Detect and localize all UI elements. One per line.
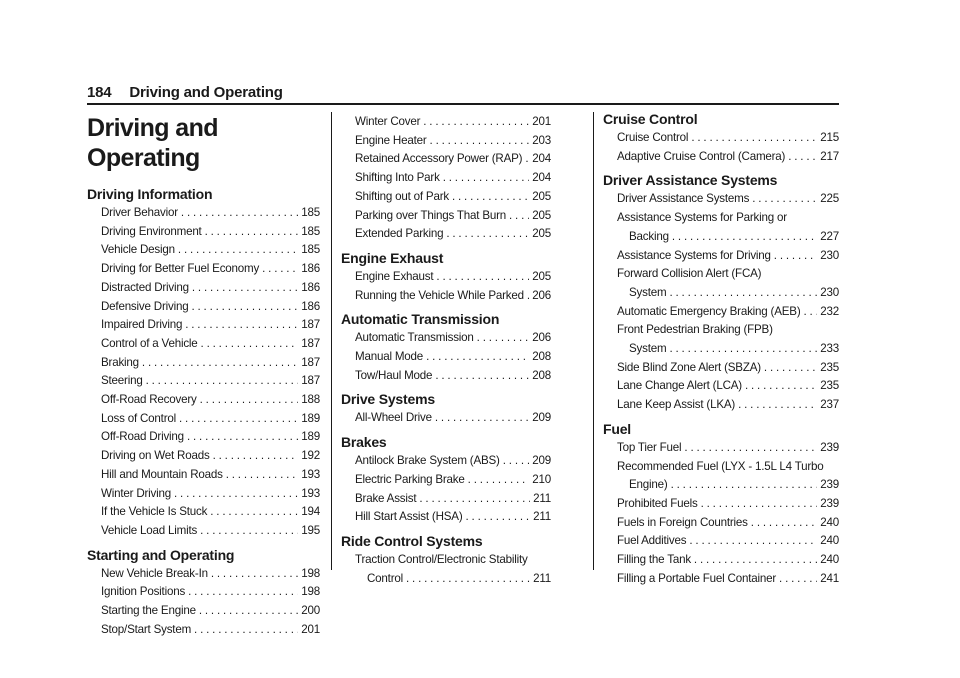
toc-entry-page: 225 — [820, 192, 839, 206]
toc-entry-title: Steering — [101, 374, 143, 388]
toc-entry-title: Starting the Engine — [101, 604, 196, 618]
dot-leader — [200, 522, 298, 541]
toc-entry-page: 208 — [532, 350, 551, 364]
toc-entry[interactable] — [341, 207, 551, 226]
toc-entry[interactable] — [341, 409, 551, 428]
toc-entry-title: Hill and Mountain Roads — [101, 467, 223, 481]
toc-entry-title: Lane Keep Assist (LKA) — [617, 398, 736, 412]
toc-entry-title: Parking over Things That Burn — [355, 208, 507, 222]
toc-entry[interactable] — [603, 570, 839, 589]
toc-entry-page: 185 — [301, 206, 320, 219]
toc-entry-page: 205 — [532, 227, 551, 241]
toc-entry[interactable] — [87, 602, 320, 621]
dot-leader — [213, 447, 299, 466]
toc-entry-title: Off-Road Recovery — [101, 393, 197, 407]
dot-leader — [199, 602, 298, 621]
toc-entry[interactable] — [341, 329, 551, 348]
section-heading-cruise-control: Cruise Control — [603, 111, 698, 127]
toc-entry[interactable] — [603, 514, 839, 533]
toc-entry-title: Lane Change Alert (LCA) — [617, 379, 742, 393]
toc-entry-page: 185 — [301, 224, 320, 238]
toc-entry-title: Tow/Haul Mode — [355, 368, 433, 382]
toc-entry-page: 240 — [820, 553, 839, 567]
toc-entry[interactable] — [603, 190, 839, 209]
toc-column-1 — [87, 113, 320, 639]
dot-leader — [525, 150, 529, 169]
toc-entry-page: 232 — [820, 304, 839, 318]
toc-entry-page: 209 — [532, 454, 551, 468]
dot-leader — [466, 508, 531, 527]
dot-leader — [468, 471, 530, 490]
column-divider-2 — [593, 112, 594, 570]
toc-entry-page: 210 — [532, 472, 551, 486]
toc-entry-title: Retained Accessory Power (RAP) — [355, 152, 523, 166]
toc-entry[interactable] — [87, 466, 320, 485]
dot-leader — [192, 279, 298, 298]
dot-leader — [210, 503, 298, 522]
toc-entry-page: 204 — [532, 152, 551, 166]
dot-leader — [671, 476, 818, 495]
dot-leader — [752, 190, 817, 209]
toc-entry-page: 215 — [820, 131, 839, 144]
toc-entry-page: 209 — [532, 411, 551, 425]
section-heading-engine-exhaust: Engine Exhaust — [341, 249, 444, 266]
toc-entry[interactable] — [87, 583, 320, 602]
toc-entry-title: Extended Parking — [355, 227, 444, 241]
toc-entry-title: Cruise Control — [617, 131, 689, 144]
toc-entry-page: 187 — [301, 318, 320, 332]
dot-leader — [669, 340, 817, 359]
toc-entry[interactable] — [341, 169, 551, 188]
dot-leader — [477, 329, 530, 348]
dot-leader — [443, 169, 530, 188]
toc-entry-title-continued: System — [629, 342, 667, 356]
toc-entry[interactable] — [87, 503, 320, 522]
toc-entry[interactable] — [341, 188, 551, 207]
dot-leader — [452, 188, 529, 207]
toc-entry-title: Prohibited Fuels — [617, 496, 698, 510]
dot-leader — [672, 228, 817, 247]
toc-entry[interactable] — [87, 428, 320, 447]
toc-entry-title: Shifting out of Park — [355, 189, 449, 203]
toc-entry-title: Recommended Fuel (LYX - 1.5L L4 Turbo — [617, 459, 824, 473]
toc-column-2 — [341, 113, 551, 588]
toc-entry-title: Driving Environment — [101, 224, 202, 238]
dot-leader — [142, 354, 298, 373]
toc-entry-title: Engine Heater — [355, 133, 427, 147]
toc-entry-page: 187 — [301, 355, 320, 369]
dot-leader — [185, 316, 298, 335]
dot-leader — [406, 570, 530, 589]
toc-entry-title: Braking — [101, 355, 139, 369]
toc-entry-page: 235 — [820, 360, 839, 374]
dot-leader — [201, 335, 299, 354]
dot-leader — [194, 621, 298, 640]
toc-entry[interactable] — [603, 495, 839, 514]
dot-leader — [187, 428, 298, 447]
toc-entry[interactable] — [87, 298, 320, 317]
page-header — [87, 84, 283, 101]
toc-entry-title: Manual Mode — [355, 350, 424, 364]
toc-entry-page: 203 — [532, 133, 551, 147]
dot-leader — [691, 129, 817, 148]
dot-leader — [774, 247, 817, 266]
toc-entry[interactable] — [603, 247, 839, 266]
toc-entry[interactable] — [87, 447, 320, 466]
toc-entry-title: Adaptive Cruise Control (Camera) — [617, 149, 786, 163]
toc-entry-title: Assistance Systems for Parking or — [617, 211, 787, 225]
toc-entry-page: 205 — [532, 269, 551, 283]
toc-entry-title: Top Tier Fuel — [617, 440, 682, 454]
toc-entry[interactable] — [603, 129, 839, 148]
toc-column-3 — [603, 110, 839, 588]
toc-entry[interactable] — [341, 471, 551, 490]
toc-entry-page: 205 — [532, 208, 551, 222]
dot-leader — [211, 565, 298, 584]
toc-entry-page: 204 — [532, 171, 551, 185]
toc-entry[interactable] — [87, 279, 320, 298]
toc-entry-page: 239 — [820, 440, 839, 454]
toc-entry-page: 230 — [820, 285, 839, 299]
dot-leader — [803, 303, 817, 322]
header-section-title: Driving and Operating — [129, 84, 283, 101]
toc-entry-title: Automatic Emergency Braking (AEB) — [617, 304, 801, 318]
header-rule — [87, 103, 839, 105]
toc-entry-page: 195 — [301, 523, 320, 537]
toc-entry-title: Control of a Vehicle — [101, 336, 198, 350]
dot-leader — [788, 148, 817, 167]
dot-leader — [200, 391, 299, 410]
section-heading-driving-information: Driving Information — [87, 186, 213, 202]
toc-entry-page: 201 — [301, 622, 320, 636]
toc-entry[interactable] — [341, 113, 551, 132]
dot-leader — [188, 583, 298, 602]
toc-entry[interactable] — [603, 209, 839, 246]
toc-entry-title: Assistance Systems for Driving — [617, 248, 771, 262]
dot-leader — [689, 532, 817, 551]
toc-entry-title-continued: Control — [367, 571, 403, 585]
toc-entry-page: 230 — [820, 248, 839, 262]
toc-entry-title: Driver Behavior — [101, 206, 178, 219]
toc-entry-title: Forward Collision Alert (FCA) — [617, 267, 762, 281]
toc-entry-page: 189 — [301, 430, 320, 444]
toc-entry-title: Filling the Tank — [617, 553, 691, 567]
toc-entry-title: Stop/Start System — [101, 622, 192, 636]
toc-entry-page: 239 — [820, 496, 839, 510]
dot-leader — [527, 287, 529, 306]
toc-entry[interactable] — [87, 621, 320, 640]
toc-entry-page: 187 — [301, 374, 320, 388]
toc-entry-title: Antilock Brake System (ABS) — [355, 454, 500, 468]
toc-entry[interactable] — [87, 522, 320, 541]
toc-entry-title: Distracted Driving — [101, 280, 189, 294]
toc-entry[interactable] — [341, 225, 551, 244]
page-number: 184 — [87, 84, 112, 101]
toc-entry[interactable] — [341, 551, 551, 588]
toc-entry[interactable] — [87, 485, 320, 504]
toc-entry[interactable] — [87, 241, 320, 260]
toc-entry[interactable] — [603, 458, 839, 495]
dot-leader — [503, 452, 530, 471]
page-title: Driving and Operating — [87, 114, 218, 172]
toc-entry-page: 240 — [820, 534, 839, 548]
toc-entry-page: 186 — [301, 299, 320, 313]
toc-entry-title: Running the Vehicle While Parked — [355, 288, 524, 302]
toc-entry-page: 188 — [301, 393, 320, 407]
toc-entry-page: 237 — [820, 398, 839, 412]
dot-leader — [745, 377, 817, 396]
toc-entry-title: Winter Driving — [101, 486, 171, 500]
dot-leader — [191, 298, 298, 317]
toc-entry-title: Winter Cover — [355, 115, 421, 128]
toc-entry-title-continued: Engine) — [629, 478, 668, 492]
toc-entry-title: Electric Parking Brake — [355, 472, 465, 486]
section-heading-drive-systems: Drive Systems — [341, 391, 435, 408]
toc-entry-page: 211 — [533, 571, 551, 585]
toc-entry[interactable] — [87, 372, 320, 391]
toc-entry-title: Engine Exhaust — [355, 269, 434, 283]
toc-entry[interactable] — [603, 265, 839, 302]
toc-entry-page: 227 — [820, 229, 839, 243]
toc-entry[interactable] — [87, 335, 320, 354]
toc-entry-page: 198 — [301, 585, 320, 599]
toc-entry[interactable] — [341, 452, 551, 471]
dot-leader — [426, 348, 529, 367]
dot-leader — [436, 268, 529, 287]
section-heading-ride-control-systems: Ride Control Systems — [341, 532, 483, 549]
toc-entry[interactable] — [603, 396, 839, 415]
toc-entry-page: 185 — [301, 243, 320, 257]
dot-leader — [701, 495, 818, 514]
toc-entry-title: Shifting Into Park — [355, 171, 440, 185]
toc-entry-title: Traction Control/Electronic Stability — [355, 552, 528, 566]
toc-entry-page: 200 — [301, 604, 320, 618]
dot-leader — [430, 132, 530, 151]
toc-entry-title: Driving for Better Fuel Economy — [101, 262, 260, 276]
toc-entry-title: Fuels in Foreign Countries — [617, 515, 748, 529]
column-divider-1 — [331, 112, 332, 570]
toc-entry-page: 233 — [820, 342, 839, 356]
dot-leader — [446, 225, 529, 244]
toc-entry[interactable] — [87, 410, 320, 429]
toc-entry-page: 235 — [820, 379, 839, 393]
dot-leader — [764, 359, 817, 378]
toc-entry-title: Vehicle Design — [101, 243, 175, 257]
toc-entry[interactable] — [341, 348, 551, 367]
toc-entry-page: 193 — [301, 486, 320, 500]
dot-leader — [423, 113, 529, 132]
toc-entry-title: Hill Start Assist (HSA) — [355, 510, 463, 524]
toc-entry[interactable] — [87, 354, 320, 373]
dot-leader — [262, 260, 298, 279]
section-heading-starting-and-operating: Starting and Operating — [87, 546, 235, 563]
section-heading-automatic-transmission: Automatic Transmission — [341, 311, 500, 328]
toc-entry-title: If the Vehicle Is Stuck — [101, 505, 208, 519]
toc-entry-page: 240 — [820, 515, 839, 529]
dot-leader — [178, 241, 298, 260]
toc-entry-title: All-Wheel Drive — [355, 411, 432, 425]
dot-leader — [226, 466, 299, 485]
toc-entry-page: 186 — [301, 262, 320, 276]
toc-entry[interactable] — [87, 223, 320, 242]
toc-entry-title: Ignition Positions — [101, 585, 186, 599]
toc-entry-title: Automatic Transmission — [355, 331, 474, 345]
toc-entry-title: Fuel Additives — [617, 534, 687, 548]
toc-entry[interactable] — [87, 260, 320, 279]
toc-entry[interactable] — [603, 532, 839, 551]
toc-entry[interactable] — [87, 316, 320, 335]
toc-entry-page: 187 — [301, 336, 320, 350]
toc-entry-title: Driving on Wet Roads — [101, 449, 210, 463]
dot-leader — [694, 551, 817, 570]
toc-entry-page: 208 — [532, 368, 551, 382]
section-heading-driver-assistance-systems: Driver Assistance Systems — [603, 172, 778, 189]
toc-entry[interactable] — [341, 132, 551, 151]
toc-entry[interactable] — [341, 490, 551, 509]
toc-entry-page: 189 — [301, 411, 320, 425]
toc-entry[interactable] — [603, 359, 839, 378]
toc-entry[interactable] — [87, 204, 320, 223]
toc-entry[interactable] — [341, 367, 551, 386]
toc-entry[interactable] — [603, 321, 839, 358]
dot-leader — [146, 372, 299, 391]
toc-entry-page: 194 — [301, 505, 320, 519]
toc-entry-title: New Vehicle Break-In — [101, 566, 208, 580]
dot-leader — [179, 410, 298, 429]
toc-entry[interactable] — [603, 148, 839, 167]
section-heading-fuel: Fuel — [603, 420, 631, 437]
dot-leader — [738, 396, 817, 415]
toc-entry-page: 206 — [532, 288, 551, 302]
toc-entry[interactable] — [341, 508, 551, 527]
toc-entry-page: 198 — [301, 566, 320, 580]
toc-entry-page: 241 — [820, 571, 839, 585]
toc-entry-page: 217 — [820, 149, 839, 163]
dot-leader — [684, 439, 817, 458]
toc-entry-title: Front Pedestrian Braking (FPB) — [617, 323, 773, 337]
toc-entry-title: Brake Assist — [355, 491, 417, 505]
dot-leader — [419, 490, 530, 509]
dot-leader — [205, 223, 299, 242]
toc-entry[interactable] — [87, 565, 320, 584]
dot-leader — [181, 204, 298, 223]
dot-leader — [174, 485, 298, 504]
toc-entry-title: Defensive Driving — [101, 299, 189, 313]
toc-entry-page: 186 — [301, 280, 320, 294]
dot-leader — [669, 284, 817, 303]
section-heading-brakes: Brakes — [341, 434, 387, 451]
toc-entry-page: 193 — [301, 467, 320, 481]
toc-entry-title: Side Blind Zone Alert (SBZA) — [617, 360, 761, 374]
toc-entry-title: Vehicle Load Limits — [101, 523, 198, 537]
toc-entry[interactable] — [341, 268, 551, 287]
toc-entry[interactable] — [603, 377, 839, 396]
toc-entry-page: 205 — [532, 189, 551, 203]
toc-entry-title: Driver Assistance Systems — [617, 192, 750, 206]
toc-entry-title-continued: Backing — [629, 229, 669, 243]
toc-entry-page: 239 — [820, 478, 839, 492]
toc-entry-page: 211 — [533, 510, 551, 524]
dot-leader — [751, 514, 817, 533]
toc-entry-title: Loss of Control — [101, 411, 176, 425]
toc-entry[interactable] — [341, 287, 551, 306]
toc-entry-page: 206 — [532, 331, 551, 345]
dot-leader — [779, 570, 817, 589]
toc-entry-title: Off-Road Driving — [101, 430, 184, 444]
toc-entry-title: Filling a Portable Fuel Container — [617, 571, 777, 585]
dot-leader — [435, 409, 529, 428]
dot-leader — [435, 367, 529, 386]
toc-entry-title: Impaired Driving — [101, 318, 183, 332]
toc-entry[interactable] — [603, 551, 839, 570]
toc-entry-page: 201 — [532, 115, 551, 128]
toc-entry[interactable] — [341, 150, 551, 169]
toc-entry[interactable] — [603, 439, 839, 458]
toc-entry-page: 211 — [533, 491, 551, 505]
toc-entry[interactable] — [603, 303, 839, 322]
dot-leader — [509, 207, 529, 226]
toc-entry[interactable] — [87, 391, 320, 410]
toc-entry-title-continued: System — [629, 285, 667, 299]
toc-entry-page: 192 — [301, 449, 320, 463]
